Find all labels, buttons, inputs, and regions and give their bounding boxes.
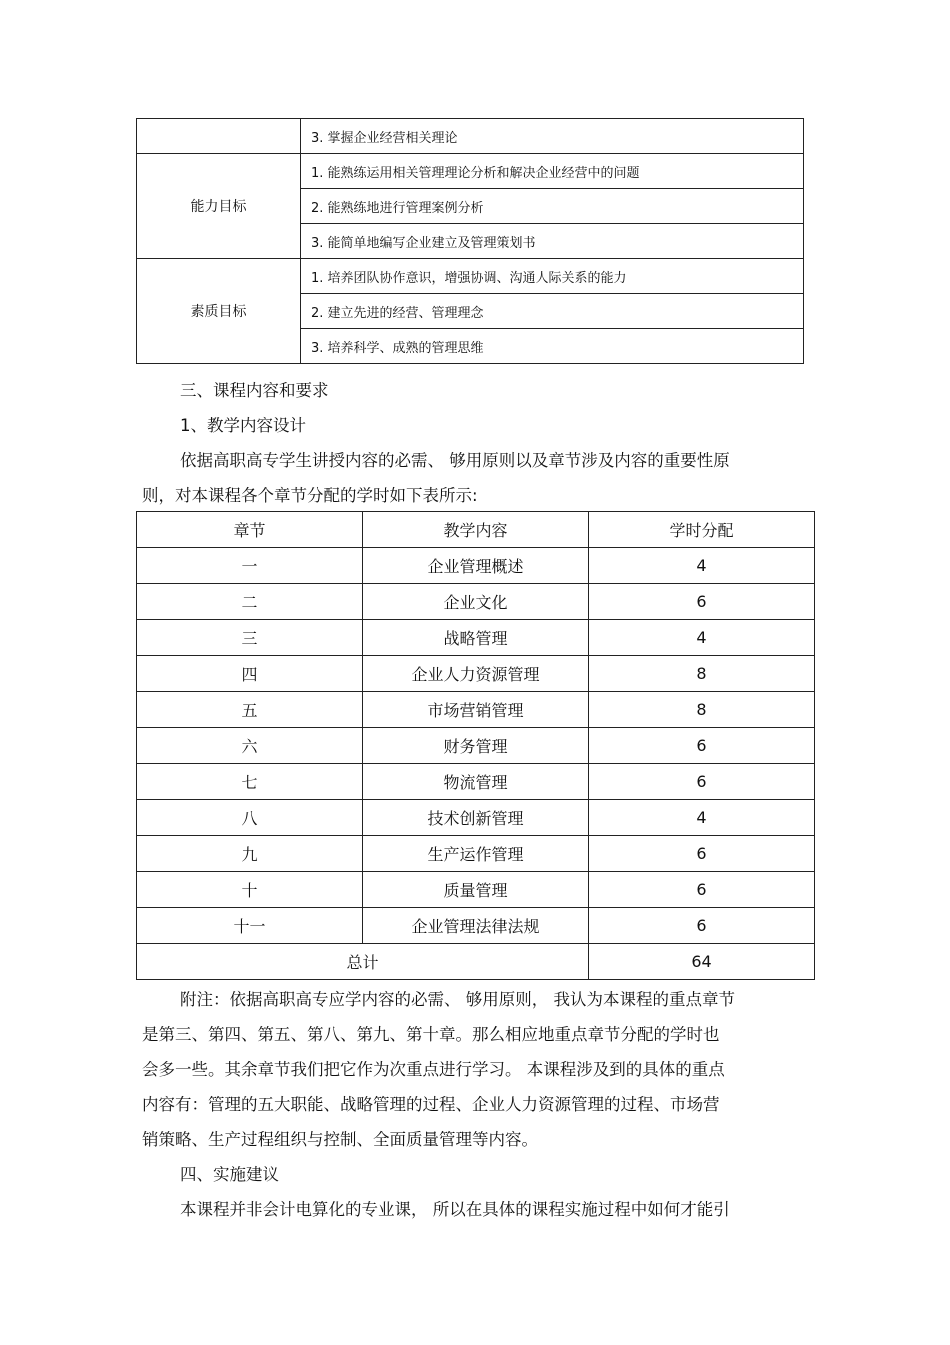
- table-row: [137, 764, 815, 800]
- objective-item: 3. 能简单地编写企业建立及管理策划书: [301, 224, 804, 259]
- hours-cell: 6: [589, 872, 815, 908]
- chapter-cell: 二: [137, 584, 363, 620]
- content-cell: 企业人力资源管理: [363, 656, 589, 692]
- hours-cell: 6: [589, 728, 815, 764]
- paragraph-line: 销策略、生产过程组织与控制、全面质量管理等内容。: [142, 1130, 538, 1149]
- chapter-cell: 八: [137, 800, 363, 836]
- chapter-cell: 七: [137, 764, 363, 800]
- objective-item: 1. 培养团队协作意识，增强协调、沟通人际关系的能力: [301, 259, 804, 294]
- chapter-cell: 五: [137, 692, 363, 728]
- table-row: [137, 620, 815, 656]
- table-total-row: [137, 944, 815, 980]
- column-header: 学时分配: [589, 512, 815, 548]
- content-cell: 企业管理概述: [363, 548, 589, 584]
- table-row: [137, 154, 804, 189]
- paragraph-line: 本课程并非会计电算化的专业课， 所以在具体的课程实施过程中如何才能引: [180, 1200, 730, 1219]
- content-cell: 企业管理法律法规: [363, 908, 589, 944]
- table-row: [137, 800, 815, 836]
- hours-cell: 4: [589, 800, 815, 836]
- hours-cell: 6: [589, 836, 815, 872]
- chapter-cell: 九: [137, 836, 363, 872]
- content-cell: 物流管理: [363, 764, 589, 800]
- objective-item: 2. 能熟练地进行管理案例分析: [301, 189, 804, 224]
- section-heading: 四、实施建议: [180, 1165, 279, 1184]
- objective-category: 素质目标: [137, 259, 301, 364]
- table-header-row: [137, 512, 815, 548]
- objective-item: 3. 培养科学、成熟的管理思维: [301, 329, 804, 364]
- paragraph-line: 会多一些。其余章节我们把它作为次重点进行学习。 本课程涉及到的具体的重点: [142, 1060, 725, 1079]
- objective-item: 1. 能熟练运用相关管理理论分析和解决企业经营中的问题: [301, 154, 804, 189]
- content-cell: 技术创新管理: [363, 800, 589, 836]
- chapter-cell: 一: [137, 548, 363, 584]
- paragraph-line: 内容有：管理的五大职能、战略管理的过程、企业人力资源管理的过程、市场营: [142, 1095, 720, 1114]
- table-row: [137, 584, 815, 620]
- content-cell: 生产运作管理: [363, 836, 589, 872]
- table-row: [137, 656, 815, 692]
- subsection-heading: 1、教学内容设计: [180, 416, 306, 435]
- objective-category-cell: [137, 119, 301, 154]
- objective-item: 2. 建立先进的经营、管理理念: [301, 294, 804, 329]
- table-row: [137, 908, 815, 944]
- content-cell: 财务管理: [363, 728, 589, 764]
- hours-table: [136, 511, 815, 980]
- objectives-table: [136, 118, 804, 364]
- table-row: [137, 692, 815, 728]
- table-row: [137, 119, 804, 154]
- column-header: 章节: [137, 512, 363, 548]
- objective-category: 能力目标: [137, 154, 301, 259]
- paragraph-line: 则，对本课程各个章节分配的学时如下表所示:: [142, 486, 478, 505]
- content-cell: 质量管理: [363, 872, 589, 908]
- hours-cell: 6: [589, 584, 815, 620]
- chapter-cell: 四: [137, 656, 363, 692]
- section-heading: 三、课程内容和要求: [180, 381, 329, 400]
- paragraph-line: 依据高职高专学生讲授内容的必需、 够用原则以及章节涉及内容的重要性原: [180, 451, 730, 470]
- hours-cell: 6: [589, 908, 815, 944]
- paragraph-line: 是第三、第四、第五、第八、第九、第十章。那么相应地重点章节分配的学时也: [142, 1025, 720, 1044]
- hours-cell: 8: [589, 692, 815, 728]
- hours-cell: 8: [589, 656, 815, 692]
- objective-item: 3. 掌握企业经营相关理论: [301, 119, 804, 154]
- total-value: 64: [589, 944, 815, 980]
- hours-cell: 4: [589, 548, 815, 584]
- table-row: [137, 728, 815, 764]
- chapter-cell: 十一: [137, 908, 363, 944]
- table-row: [137, 836, 815, 872]
- total-label: 总计: [137, 944, 589, 980]
- chapter-cell: 六: [137, 728, 363, 764]
- paragraph-line: 附注：依据高职高专应学内容的必需、 够用原则， 我认为本课程的重点章节: [180, 990, 735, 1009]
- content-cell: 市场营销管理: [363, 692, 589, 728]
- chapter-cell: 三: [137, 620, 363, 656]
- table-row: [137, 548, 815, 584]
- content-cell: 企业文化: [363, 584, 589, 620]
- column-header: 教学内容: [363, 512, 589, 548]
- hours-cell: 4: [589, 620, 815, 656]
- content-cell: 战略管理: [363, 620, 589, 656]
- hours-cell: 6: [589, 764, 815, 800]
- table-row: [137, 259, 804, 294]
- table-row: [137, 872, 815, 908]
- chapter-cell: 十: [137, 872, 363, 908]
